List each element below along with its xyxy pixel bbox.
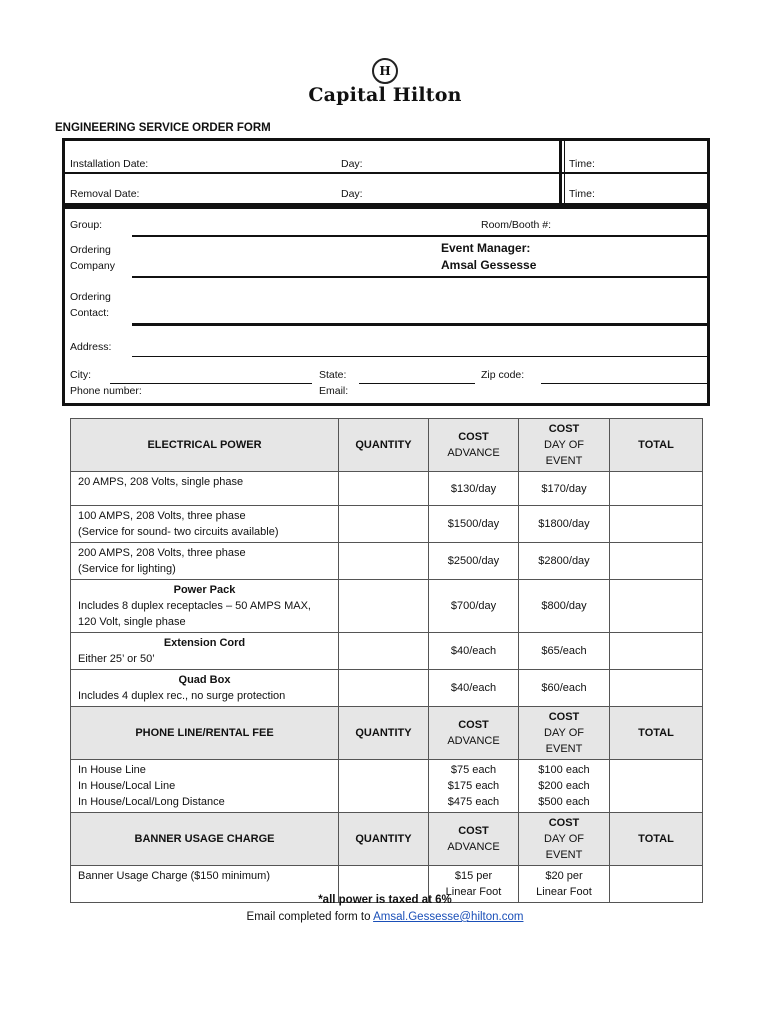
day-of-price: $2800/day xyxy=(519,543,610,580)
cost-day-of-header: COST DAY OF EVENT xyxy=(519,419,610,472)
divider xyxy=(564,141,565,203)
total-cell[interactable] xyxy=(610,760,703,813)
total-cell[interactable] xyxy=(610,472,703,506)
removal-date-label: Removal Date: xyxy=(70,188,140,200)
quantity-header: QUANTITY xyxy=(339,419,429,472)
email-link[interactable]: Amsal.Gessesse@hilton.com xyxy=(373,911,524,923)
cost-advance-header: COST ADVANCE xyxy=(429,707,519,760)
installation-date-label: Installation Date: xyxy=(70,158,149,170)
removal-day-label: Day: xyxy=(341,188,363,200)
cost-day-of-header: COST DAY OF EVENT xyxy=(519,813,610,866)
advance-price: $75 each $175 each $475 each xyxy=(429,760,519,813)
hotel-logo xyxy=(0,58,770,106)
cost-advance-header: COST ADVANCE xyxy=(429,813,519,866)
advance-price: $130/day xyxy=(429,472,519,506)
table-row xyxy=(71,472,703,506)
install-time-label: Time: xyxy=(569,158,595,170)
city-field-line[interactable] xyxy=(110,383,312,384)
total-cell[interactable] xyxy=(610,543,703,580)
item-description: 200 AMPS, 208 Volts, three phase (Service for lighting) xyxy=(71,543,339,580)
event-manager-label: Event Manager: xyxy=(441,241,531,255)
ordering-contact-label-2: Contact: xyxy=(70,307,110,319)
day-of-price: $100 each $200 each $500 each xyxy=(519,760,610,813)
total-cell[interactable] xyxy=(610,633,703,670)
divider xyxy=(62,172,710,174)
item-description: In House Line In House/Local Line In House/Local/Long Distance xyxy=(71,760,339,813)
quantity-cell[interactable] xyxy=(339,506,429,543)
advance-price: $2500/day xyxy=(429,543,519,580)
quantity-header: QUANTITY xyxy=(339,707,429,760)
hilton-logo-icon: H xyxy=(372,58,398,84)
form-title: ENGINEERING SERVICE ORDER FORM xyxy=(55,122,271,134)
total-cell[interactable] xyxy=(610,506,703,543)
price-table xyxy=(70,418,703,903)
install-day-label: Day: xyxy=(341,158,363,170)
item-description: 100 AMPS, 208 Volts, three phase (Service for sound- two circuits available) xyxy=(71,506,339,543)
advance-price: $1500/day xyxy=(429,506,519,543)
zip-label: Zip code: xyxy=(481,369,525,381)
cost-advance-header: COST ADVANCE xyxy=(429,419,519,472)
address-field-line[interactable] xyxy=(132,356,710,357)
total-header: TOTAL xyxy=(610,707,703,760)
table-row xyxy=(71,670,703,707)
item-description: Power Pack Includes 8 duplex receptacles – 50 AMPS MAX, 120 Volt, single phase xyxy=(71,580,339,633)
banner-usage-header: BANNER USAGE CHARGE xyxy=(71,813,339,866)
address-label: Address: xyxy=(70,341,112,353)
electrical-power-header: ELECTRICAL POWER xyxy=(71,419,339,472)
event-manager-name: Amsal Gessesse xyxy=(441,258,537,272)
quantity-cell[interactable] xyxy=(339,543,429,580)
item-description: Banner Usage Charge ($150 minimum) xyxy=(71,866,339,903)
email-instruction-text: Email completed form to xyxy=(246,911,374,923)
state-field-line[interactable] xyxy=(359,383,475,384)
total-cell[interactable] xyxy=(610,670,703,707)
table-row xyxy=(71,580,703,633)
advance-price: $700/day xyxy=(429,580,519,633)
quantity-cell[interactable] xyxy=(339,580,429,633)
removal-time-label: Time: xyxy=(569,188,595,200)
quantity-header: QUANTITY xyxy=(339,813,429,866)
day-of-price: $170/day xyxy=(519,472,610,506)
table-row xyxy=(71,633,703,670)
phone-line-header: PHONE LINE/RENTAL FEE xyxy=(71,707,339,760)
table-row xyxy=(71,760,703,813)
phone-number-label: Phone number: xyxy=(70,385,142,397)
total-header: TOTAL xyxy=(610,419,703,472)
cost-day-of-header: COST DAY OF EVENT xyxy=(519,707,610,760)
day-of-price: $800/day xyxy=(519,580,610,633)
group-field-line[interactable] xyxy=(132,235,710,237)
state-label: State: xyxy=(319,369,347,381)
tax-note: *all power is taxed at 6% xyxy=(318,894,452,906)
electrical-header-row xyxy=(71,419,703,472)
ordering-contact-label-1: Ordering xyxy=(70,291,111,303)
item-description: 20 AMPS, 208 Volts, single phase xyxy=(71,472,339,506)
table-row xyxy=(71,506,703,543)
advance-price: $15 per Linear Foot xyxy=(429,866,519,903)
email-instruction xyxy=(0,911,770,923)
quantity-cell[interactable] xyxy=(339,633,429,670)
advance-price: $40/each xyxy=(429,670,519,707)
total-cell[interactable] xyxy=(610,580,703,633)
room-booth-label: Room/Booth #: xyxy=(481,219,552,231)
zip-field-line[interactable] xyxy=(541,383,710,384)
group-label: Group: xyxy=(70,219,103,231)
contact-field-line[interactable] xyxy=(132,323,710,326)
ordering-company-label-1: Ordering xyxy=(70,244,111,256)
banner-header-row xyxy=(71,813,703,866)
day-of-price: $65/each xyxy=(519,633,610,670)
item-description: Quad Box Includes 4 duplex rec., no surge protection xyxy=(71,670,339,707)
email-label: Email: xyxy=(319,385,349,397)
phone-header-row xyxy=(71,707,703,760)
table-row xyxy=(71,543,703,580)
item-description: Extension Cord Either 25’ or 50’ xyxy=(71,633,339,670)
day-of-price: $20 per Linear Foot xyxy=(519,866,610,903)
company-field-line[interactable] xyxy=(132,276,710,278)
quantity-cell[interactable] xyxy=(339,472,429,506)
advance-price: $40/each xyxy=(429,633,519,670)
day-of-price: $60/each xyxy=(519,670,610,707)
logo-text: Capital Hilton xyxy=(308,84,462,106)
ordering-company-label-2: Company xyxy=(70,260,115,272)
quantity-cell[interactable] xyxy=(339,670,429,707)
quantity-cell[interactable] xyxy=(339,760,429,813)
day-of-price: $1800/day xyxy=(519,506,610,543)
total-header: TOTAL xyxy=(610,813,703,866)
city-label: City: xyxy=(70,369,91,381)
divider xyxy=(559,138,562,206)
